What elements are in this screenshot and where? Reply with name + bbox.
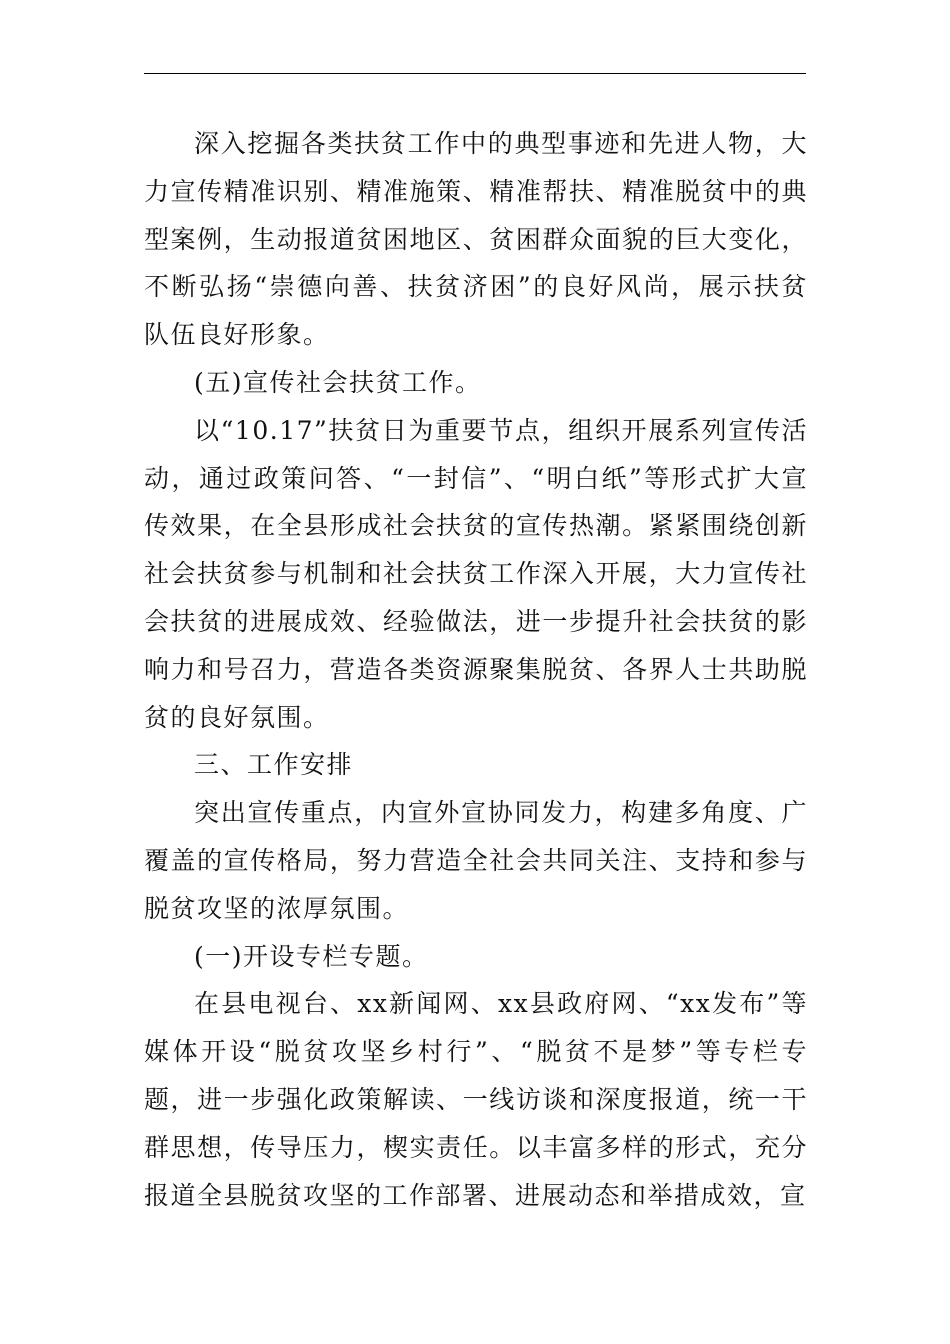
- paragraph-media-columns: 在县电视台、xx新闻网、xx县政府网、“xx发布”等媒体开设“脱贫攻坚乡村行”、“脱贫不是梦”等专栏专题，进一步强化政策解读、一线访谈和深度报道，统一干群思想，传导压力，楔实责任。以丰富多样的形式，充分报道全县脱贫攻坚的工作部署、进展动态和举措成效，宣: [144, 989, 808, 1210]
- paragraph-social-poverty-alleviation: 以“10.17”扶贫日为重要节点，组织开展系列宣传活动，通过政策问答、“一封信”、“明白纸”等形式扩大宣传效果，在全县形成社会扶贫的宣传热潮。紧紧围绕创新社会扶贫参与机制和社会扶贫工作深入开展，大力宣传社会扶贫的进展成效、经验做法，进一步提升社会扶贫的影响力和号召力，营造各类资源聚集脱贫、各界人士共助脱贫的良好氛围。: [144, 415, 808, 732]
- header-rule: [144, 73, 806, 74]
- heading-section-1: (一)开设专栏专题。: [194, 941, 429, 971]
- paragraph-publicity-focus: 突出宣传重点，内宣外宣协同发力，构建多角度、广覆盖的宣传格局，努力营造全社会共同关注、支持和参与脱贫攻坚的浓厚氛围。: [144, 798, 808, 923]
- paragraph-typical-cases: 深入挖掘各类扶贫工作中的典型事迹和先进人物，大力宣传精准识别、精准施策、精准帮扶、精准脱贫中的典型案例，生动报道贫困地区、贫困群众面貌的巨大变化，不断弘扬“崇德向善、扶贫济困”的良好风尚，展示扶贫队伍良好形象。: [144, 129, 808, 350]
- heading-section-5: (五)宣传社会扶贫工作。: [194, 367, 482, 397]
- document-body: [144, 120, 808, 1219]
- heading-work-arrangement: 三、工作安排: [194, 750, 354, 780]
